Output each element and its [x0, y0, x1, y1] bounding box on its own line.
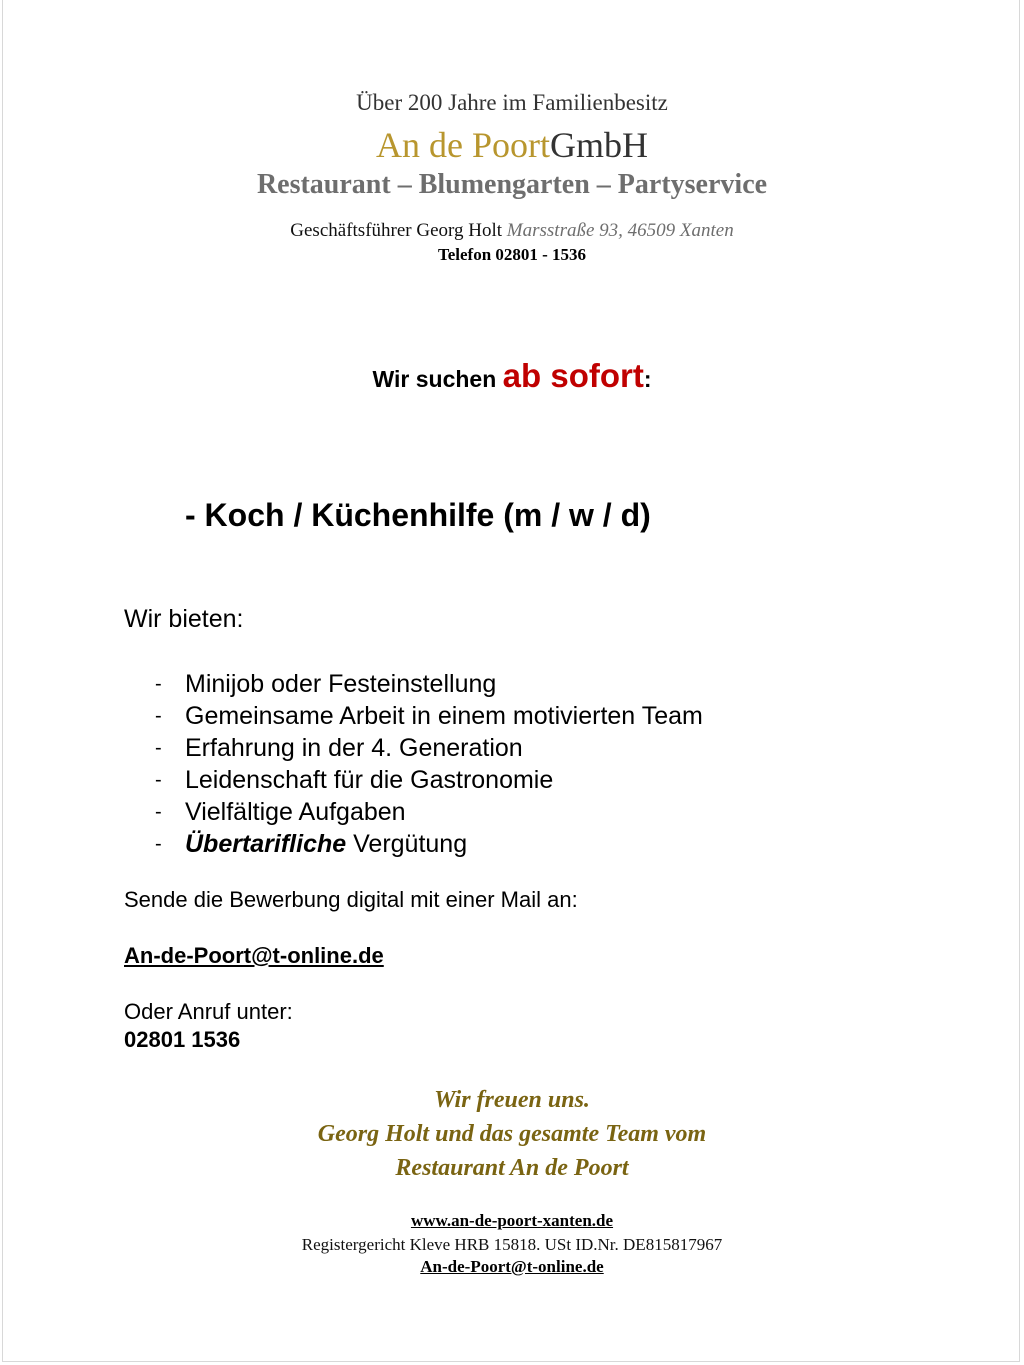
- seeking-heading: [0, 357, 1024, 395]
- closing-line-1: Wir freuen uns.: [434, 1087, 590, 1113]
- call-instruction: Oder Anruf unter:: [124, 999, 293, 1024]
- header-phone: Telefon 02801 - 1536: [437, 245, 587, 264]
- benefit-text: Vergütung: [346, 830, 468, 858]
- footer-register: Registergericht Kleve HRB 15818. USt ID.Nr. DE815817967: [301, 1235, 723, 1254]
- seeking-highlight: ab sofort: [502, 357, 644, 394]
- benefit-text: Minijob oder Festeinstellung: [185, 670, 497, 698]
- benefit-text: Vielfältige Aufgaben: [185, 798, 406, 826]
- tagline: Über 200 Jahre im Familienbesitz: [356, 90, 668, 115]
- list-dash: -: [155, 769, 162, 791]
- list-dash: -: [155, 705, 162, 727]
- company-name: [0, 124, 1024, 166]
- closing-line-2: Georg Holt und das gesamte Team vom: [317, 1121, 707, 1147]
- footer-website-link[interactable]: www.an-de-poort-xanten.de: [410, 1211, 614, 1230]
- company-name-suffix: GmbH: [550, 125, 648, 165]
- call-number: 02801 1536: [124, 1027, 241, 1052]
- benefit-text: Gemeinsame Arbeit in einem motivierten Team: [185, 702, 703, 730]
- list-dash: -: [155, 673, 162, 695]
- company-name-brand: An de Poort: [376, 125, 550, 165]
- list-dash: -: [155, 737, 162, 759]
- manager-address-line: [0, 220, 1024, 242]
- seeking-suffix: :: [643, 366, 652, 392]
- benefit-emphasis: Übertarifliche: [185, 830, 347, 858]
- benefit-text: Leidenschaft für die Gastronomie: [185, 766, 554, 794]
- closing-line-3: Restaurant An de Poort: [395, 1155, 629, 1181]
- footer-email-link[interactable]: An-de-Poort@t-online.de: [420, 1257, 604, 1276]
- list-dash: -: [155, 833, 162, 855]
- seeking-prefix: Wir suchen: [372, 366, 503, 392]
- job-position: - Koch / Küchenhilfe (m / w / d): [185, 497, 651, 533]
- address: Marsstraße 93, 46509 Xanten: [506, 220, 734, 241]
- manager-label: Geschäftsführer Georg Holt: [290, 220, 503, 241]
- apply-instruction: Sende die Bewerbung digital mit einer Mail an:: [124, 887, 578, 912]
- apply-email-link[interactable]: An-de-Poort@t-online.de: [124, 943, 384, 968]
- offer-heading: Wir bieten:: [124, 605, 244, 633]
- list-dash: -: [155, 801, 162, 823]
- benefit-text: Erfahrung in der 4. Generation: [185, 734, 523, 762]
- services-line: Restaurant – Blumengarten – Partyservice: [256, 169, 768, 200]
